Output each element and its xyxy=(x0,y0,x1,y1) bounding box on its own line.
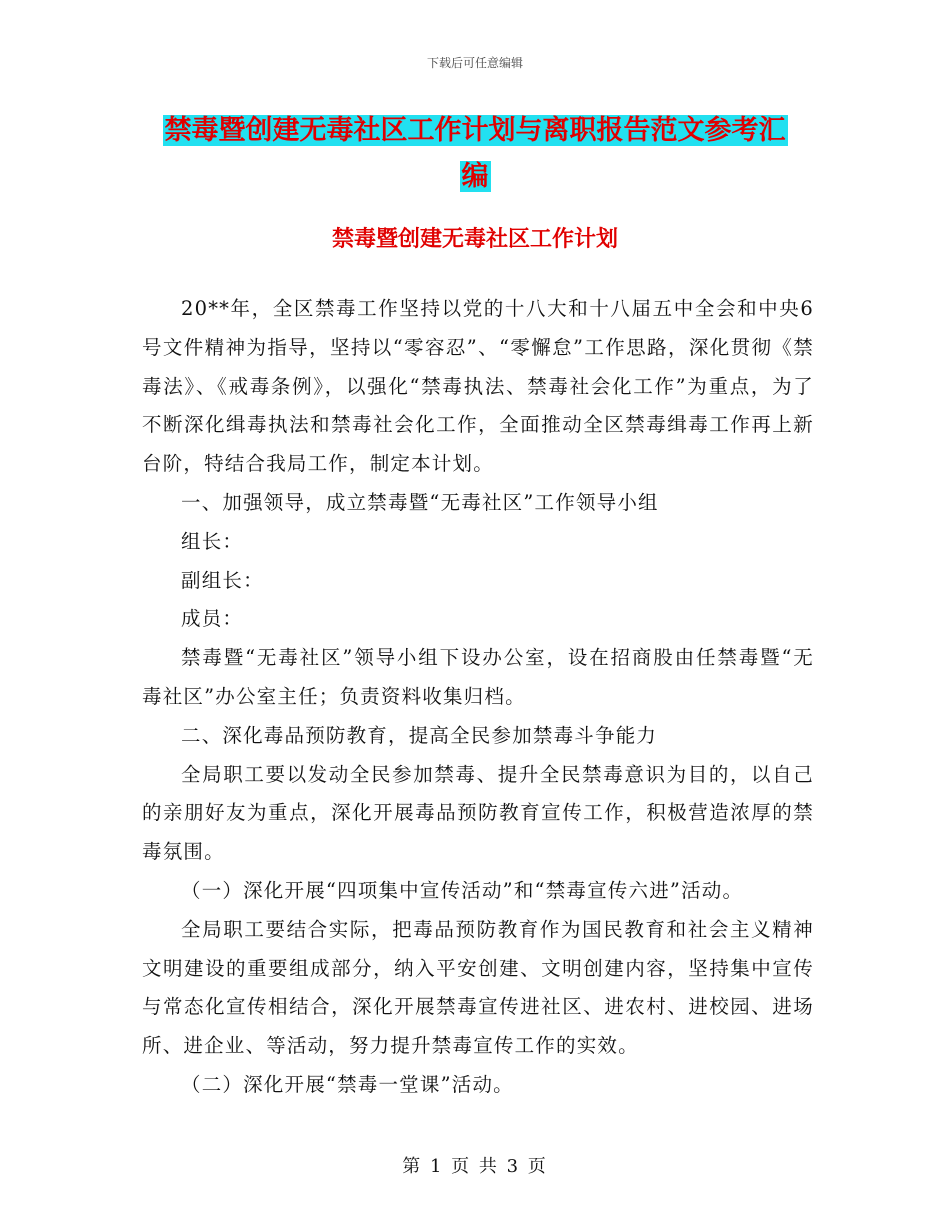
title-line-1: 禁毒暨创建无毒社区工作计划与离职报告范文参考汇 xyxy=(164,115,786,146)
paragraph-office: 禁毒暨“无毒社区”领导小组下设办公室，设在招商股由任禁毒暨“无毒社区”办公室主任；负责资料收集归档。 xyxy=(142,646,814,708)
paragraph-mobilize: 全局职工要以发动全民参加禁毒、提升全民禁毒意识为目的，以自己的亲朋好友为重点，深化开展毒品预防教育宣传工作，积极营造浓厚的禁毒氛围。 xyxy=(142,762,814,864)
heading-leadership: 一、加强领导，成立禁毒暨“无毒社区”工作领导小组 xyxy=(181,490,659,514)
document-body xyxy=(142,290,814,1105)
paragraph-intro: 20**年，全区禁毒工作坚持以党的十八大和十八届五中全会和中央6号文件精神为指导，坚持以“零容忍”、“零懈怠”工作思路，深化贯彻《禁毒法》、《戒毒条例》，以强化“禁毒执法、禁毒社会化工作”为重点，为了不断深化缉毒执法和禁毒社会化工作，全面推动全区禁毒缉毒工作再上新台阶，特结合我局工作，制定本计划。 xyxy=(142,297,814,476)
subheading-lesson: （二）深化开展“禁毒一堂课”活动。 xyxy=(181,1072,514,1096)
field-deputy-leader: 副组长： xyxy=(181,568,264,592)
field-group-leader: 组长： xyxy=(181,529,244,553)
document-title xyxy=(140,108,810,200)
header-note: 下载后可任意编辑 xyxy=(426,56,523,70)
page-number: 第 1 页 共 3 页 xyxy=(402,1156,548,1177)
subheading-campaigns: （一）深化开展“四项集中宣传活动”和“禁毒宣传六进”活动。 xyxy=(181,878,744,902)
section-title: 禁毒暨创建无毒社区工作计划 xyxy=(331,227,618,252)
paragraph-campaigns: 全局职工要结合实际，把毒品预防教育作为国民教育和社会主义精神文明建设的重要组成部分，纳入平安创建、文明创建内容，坚持集中宣传与常态化宣传相结合，深化开展禁毒宣传进社区、进农村、进校园、进场所、进企业、等活动，努力提升禁毒宣传工作的实效。 xyxy=(142,917,814,1058)
title-line-2: 编 xyxy=(461,161,489,192)
field-members: 成员： xyxy=(181,607,244,631)
heading-prevention-education: 二、深化毒品预防教育，提高全民参加禁毒斗争能力 xyxy=(181,723,658,747)
